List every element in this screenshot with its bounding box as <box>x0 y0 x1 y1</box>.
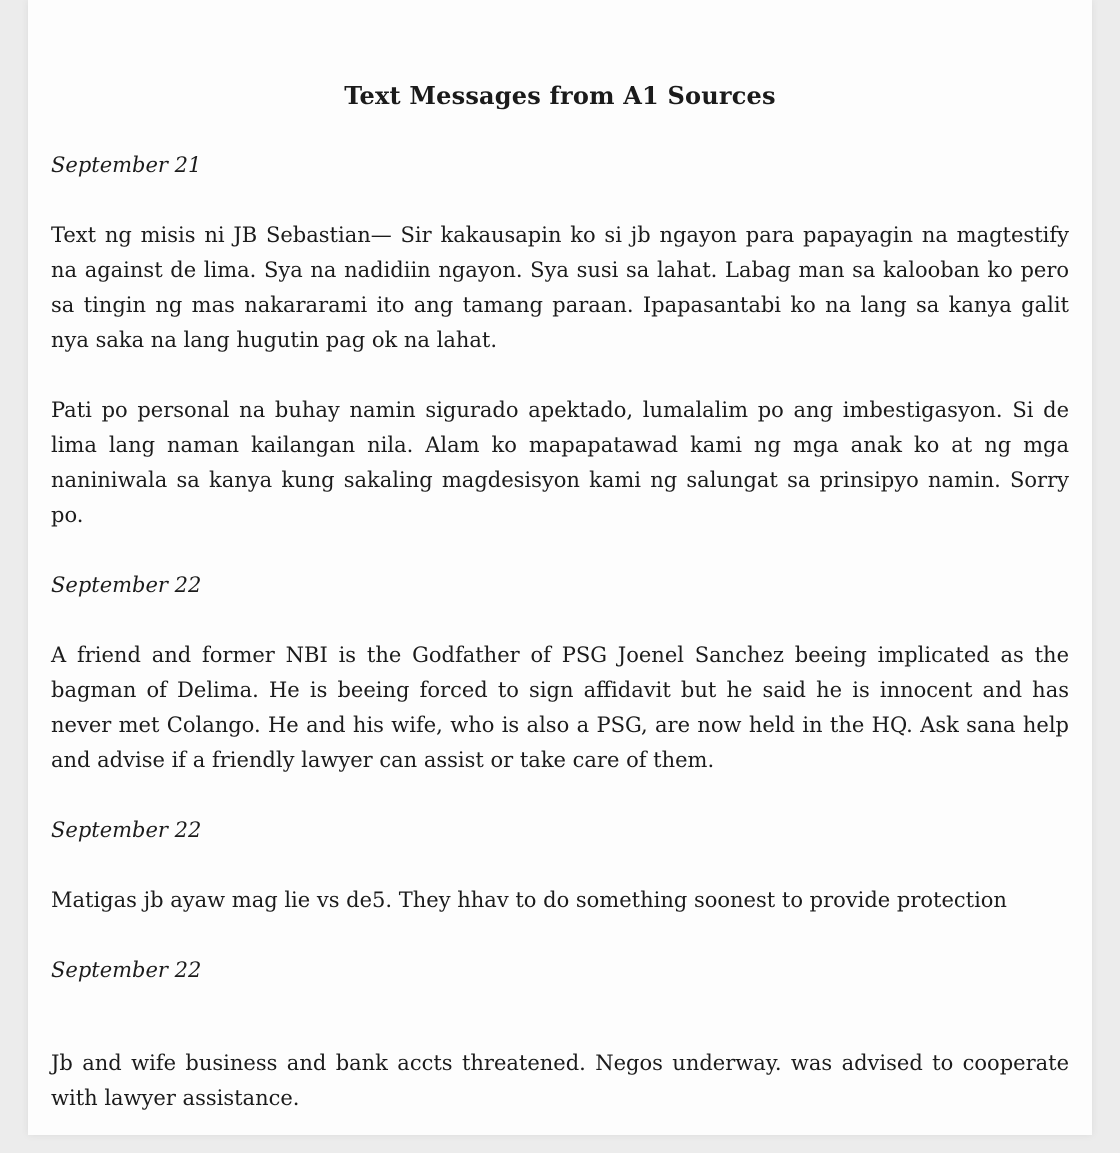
message-paragraph: Matigas jb ayaw mag lie vs de5. They hhav to do something soonest to provide protection <box>51 888 1007 912</box>
document-page <box>28 0 1092 1135</box>
entry-date-september-21: September 21 <box>51 153 202 177</box>
message-paragraph: Pati po personal na buhay namin sigurado apektado, lumalalim po ang imbestigasyon. Si de lima lang naman kailangan nila. Alam ko mapapatawad kami ng mga anak ko at ng mga naniniwala sa kanya kung sakaling magdesisyon kami ng salungat sa prinsipyo namin. Sorry po. <box>51 398 1069 527</box>
entry-date-september-22-first: September 22 <box>51 573 202 597</box>
message-paragraph: Jb and wife business and bank accts threatened. Negos underway. was advised to cooperate with lawyer assistance. <box>51 1051 1069 1110</box>
entry-date-september-22-second: September 22 <box>51 818 202 842</box>
message-paragraph: A friend and former NBI is the Godfather of PSG Joenel Sanchez beeing implicated as the bagman of Delima. He is beeing forced to sign affidavit but he said he is innocent and has never met Colango. He and his wife, who is also a PSG, are now held in the HQ. Ask sana help and advise if a friendly lawyer can assist or take care of them. <box>51 643 1069 772</box>
entry-date-september-22-third: September 22 <box>51 958 202 982</box>
document-title: Text Messages from A1 Sources <box>344 81 776 110</box>
message-paragraph: Text ng misis ni JB Sebastian— Sir kakausapin ko si jb ngayon para papayagin na magtestify na against de lima. Sya na nadidiin ngayon. Sya susi sa lahat. Labag man sa kalooban ko pero sa tingin ng mas nakararami ito ang tamang paraan. Ipapasantabi ko na lang sa kanya galit nya saka na lang hugutin pag ok na lahat. <box>51 223 1069 352</box>
